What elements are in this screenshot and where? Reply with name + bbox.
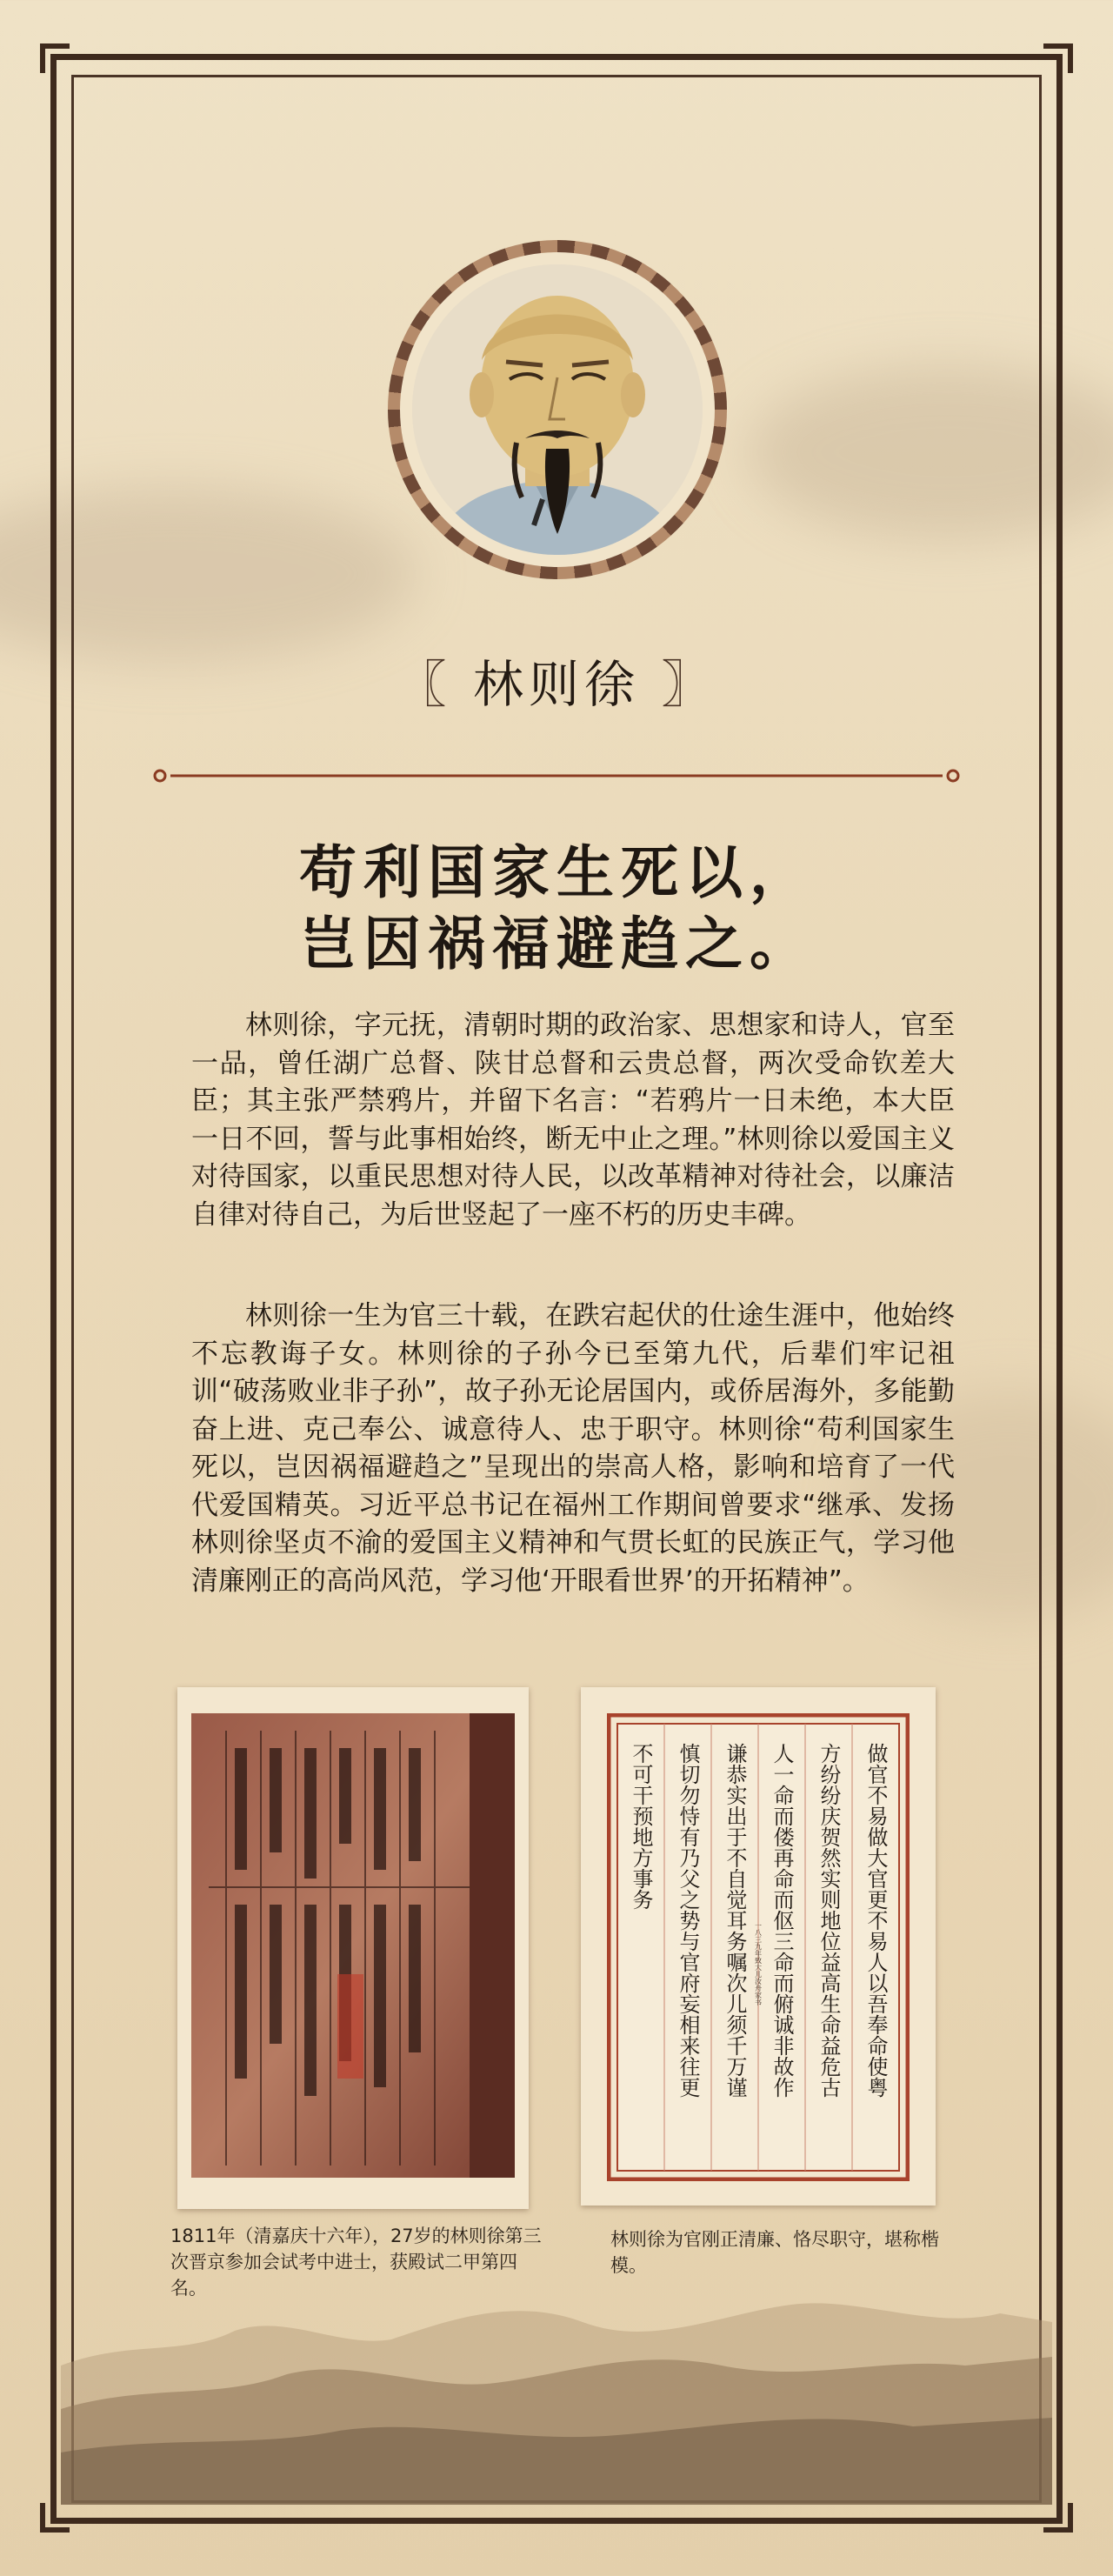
calligraphy-column: 谦恭实出于不自觉耳务嘱次儿须千万谨 (723, 1743, 747, 2098)
exam-record-photo (191, 1713, 515, 2178)
corner-ornament (1043, 2503, 1073, 2533)
title-name: 林则徐 (472, 655, 640, 714)
motto-line-1: 苟利国家生死以， (299, 838, 814, 906)
calligraphy-column: 不可干预地方事务 (629, 1743, 653, 1910)
exam-record-caption: 1811年（清嘉庆十六年），27岁的林则徐第三次晋京参加会试考中进士，获殿试二甲第四名。 (170, 2226, 542, 2299)
title-open-bracket: 〖 (396, 655, 452, 714)
biography-paragraph-2: 林则徐一生为官三十载，在跌宕起伏的仕途生涯中，他始终不忘教诲子女。林则徐的子孙今已至第九代，后辈们牢记祖训“破荡败业非子孙”，故子孙无论居国内，或侨居海外，多能勤奋上进、克己奉公、诚意待人、忠于职守。林则徐“苟利国家生死以，岂因祸福避趋之”呈现出的崇高人格，影响和培育了一代代爱国精英。习近平总书记在福州工作期间曾要求“继承、发扬林则徐坚贞不渝的爱国主义精神和气贯长虹的民族正气，学习他清廉刚正的高尚风范，学习他‘开眼看世界’的开拓精神”。 (191, 1300, 955, 1597)
corner-ornament (40, 2503, 70, 2533)
biography-paragraph-1: 林则徐，字元抚，清朝时期的政治家、思想家和诗人，官至一品，曾任湖广总督、陕甘总督和云贵总督，两次受命钦差大臣；其主张严禁鸦片，并留下名言：“若鸦片一日未绝，本大臣一日不回，誓与此事相始终，断无中止之理。”林则徐以爱国主义对待国家，以重民思想对待人民，以改革精神对待社会，以廉洁自律对待自己，为后世竖起了一座不朽的历史丰碑。 (191, 1010, 955, 1231)
calligraphy-column: 方纷纷庆贺然实则地位益高生命益危古 (816, 1743, 841, 2098)
mountain-landscape (61, 2261, 1052, 2505)
calligraphy-column: 慎切勿恃有乃父之势与官府妄相来往更 (676, 1743, 700, 2098)
calligraphy-caption: 林则徐为官刚正清廉、恪尽职守，堪称楷模。 (610, 2229, 939, 2276)
calligraphy-note: 一八三九年致大儿汝舟家书 (754, 1922, 763, 2005)
calligraphy-card (581, 1687, 936, 2206)
exam-record-photo-card (177, 1687, 529, 2209)
corner-ornament (1043, 43, 1073, 73)
title-divider (150, 769, 963, 783)
calligraphy-column: 人一命而偻再命而伛三命而俯诚非故作 (770, 1743, 794, 2098)
portrait-image (412, 264, 703, 555)
page-title (0, 644, 1113, 717)
corner-ornament (40, 43, 70, 73)
title-close-bracket: 〗 (661, 655, 717, 714)
motto-line-2: 岂因祸福避趋之。 (299, 910, 814, 978)
portrait-medallion (388, 240, 727, 579)
portrait-ring (400, 252, 715, 567)
calligraphy-column: 做官不易做大官更不易人以吾奉命使粤 (863, 1743, 888, 2098)
calligraphy-image (607, 1713, 910, 2181)
